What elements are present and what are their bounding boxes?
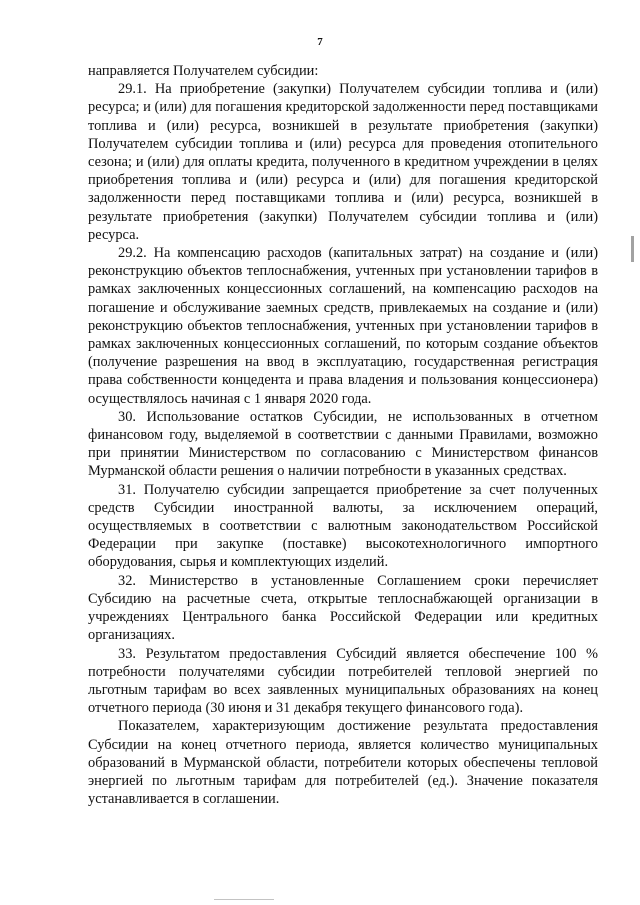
paragraph-33: 33. Результатом предоставления Субсидий является обеспечение 100 % потребности получателями субсидии потребителей тепловой энергией по льготным тарифам во всех заявленных муниципальных образованиях на конец отчетного периода (30 июня и 31 декабря текущего финансового года). [88,645,598,717]
scan-edge-mark [631,236,634,262]
paragraph-29-2: 29.2. На компенсацию расходов (капитальных затрат) на создание и (или) реконструкцию объектов теплоснабжения, учтенных при установлении тарифов в рамках заключенных концессионных соглашений, на компенсацию расходов на погашение и обслуживание заемных средств, привлекаемых на создание и (или) реконструкцию объектов теплоснабжения, учтенных при установлении тарифов в рамках заключенных концессионных соглашений, по которым создание объектов (получение разрешения на ввод в эксплуатацию, государственная регистрация права собственности концедента и права владения и пользования концессионера) осуществлялось начиная с 1 января 2020 года. [88,245,598,407]
paragraph-30: 30. Использование остатков Субсидии, не использованных в отчетном финансовом году, выделяемой в соответствии с данными Правилами, возможно при принятии Министерством по согласованию с Министерством финансов Мурманской области решения о наличии потребности в указанных средствах. [88,408,598,480]
paragraph-31: 31. Получателю субсидии запрещается приобретение за счет полученных средств Субсидии иностранной валюты, за исключением операций, осуществляемых в соответствии с валютным законодательством Российской Федерации при закупке (поставке) высокотехнологичного импортного оборудования, сырья и комплектующих изделий. [88,481,598,571]
paragraph-32: 32. Министерство в установленные Соглашением сроки перечисляет Субсидию на расчетные счета, открытые теплоснабжающей организации в учреждениях Центрального банка Российской Федерации или кредитных организациях. [88,572,598,644]
paragraph-continuation: направляется Получателем субсидии: [88,63,319,79]
document-body [88,62,598,808]
page-number: 7 [317,36,323,48]
paragraph-indicator: Показателем, характеризующим достижение результата предоставления Субсидии на конец отчетного периода, является количество муниципальных образований в Мурманской области, потребители которых обеспечены тепловой энергией по льготным тарифам для потребителей (ед.). Значение показателя устанавливается в соглашении. [88,718,598,808]
scan-footer-mark [214,899,274,903]
paragraph-29-1: 29.1. На приобретение (закупки) Получателем субсидии топлива и (или) ресурса; и (или) для погашения кредиторской задолженности перед поставщиками топлива и (или) ресурса, возникшей в результате приобретения (закупки) Получателем субсидии топлива и (или) ресурса для проведения отопительного сезона; и (или) для оплаты кредита, полученного в кредитном учреждении в целях приобретения топлива и (или) ресурса и (или) для погашения кредиторской задолженности перед поставщиками топлива и (или) ресурса, возникшей в результате приобретения (закупки) Получателем субсидии топлива и (или) ресурса. [88,81,598,243]
